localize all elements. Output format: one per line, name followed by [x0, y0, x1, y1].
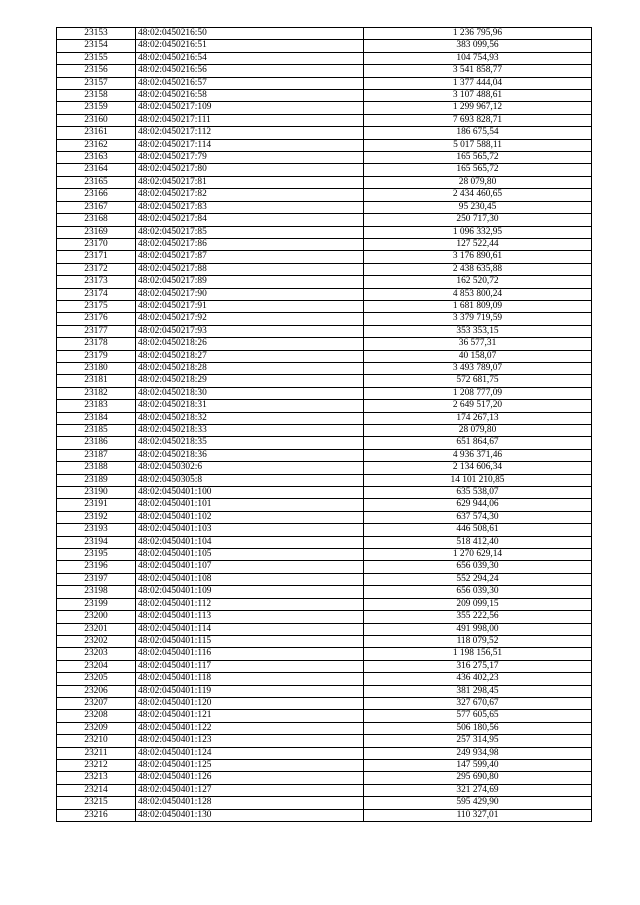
cadastral-number-cell: 48:02:0450216:50	[136, 28, 364, 40]
cadastral-value-cell: 250 717,30	[364, 214, 592, 226]
row-number-cell: 23207	[57, 697, 136, 709]
row-number-cell: 23187	[57, 449, 136, 461]
row-number-cell: 23178	[57, 338, 136, 350]
cadastral-value-cell: 28 079,80	[364, 176, 592, 188]
cadastral-number-cell: 48:02:0450401:123	[136, 735, 364, 747]
cadastral-number-cell: 48:02:0450217:114	[136, 139, 364, 151]
table-row	[57, 673, 592, 685]
row-number-cell: 23197	[57, 573, 136, 585]
cadastral-number-cell: 48:02:0450401:115	[136, 635, 364, 647]
cadastral-value-cell: 118 079,52	[364, 635, 592, 647]
cadastral-value-cell: 3 493 789,07	[364, 362, 592, 374]
cadastral-value-cell: 1 270 629,14	[364, 549, 592, 561]
row-number-cell: 23214	[57, 784, 136, 796]
table-row	[57, 809, 592, 821]
cadastral-number-cell: 48:02:0450401:102	[136, 511, 364, 523]
cadastral-value-cell: 651 864,67	[364, 437, 592, 449]
table-row	[57, 536, 592, 548]
table-row	[57, 623, 592, 635]
cadastral-value-cell: 110 327,01	[364, 809, 592, 821]
table-row	[57, 511, 592, 523]
table-row	[57, 338, 592, 350]
table-row	[57, 499, 592, 511]
cadastral-value-cell: 257 314,95	[364, 735, 592, 747]
cadastral-number-cell: 48:02:0450217:80	[136, 164, 364, 176]
row-number-cell: 23216	[57, 809, 136, 821]
row-number-cell: 23191	[57, 499, 136, 511]
table-row	[57, 710, 592, 722]
cadastral-value-cell: 165 565,72	[364, 152, 592, 164]
table-row	[57, 437, 592, 449]
row-number-cell: 23194	[57, 536, 136, 548]
row-number-cell: 23169	[57, 226, 136, 238]
cadastral-value-cell: 1 681 809,09	[364, 300, 592, 312]
cadastral-number-cell: 48:02:0450217:81	[136, 176, 364, 188]
row-number-cell: 23165	[57, 176, 136, 188]
row-number-cell: 23181	[57, 375, 136, 387]
cadastral-value-cell: 14 101 210,85	[364, 474, 592, 486]
table-row	[57, 201, 592, 213]
cadastral-number-cell: 48:02:0450217:111	[136, 114, 364, 126]
cadastral-number-cell: 48:02:0450217:82	[136, 189, 364, 201]
cadastral-number-cell: 48:02:0450218:29	[136, 375, 364, 387]
cadastral-number-cell: 48:02:0450216:56	[136, 65, 364, 77]
row-number-cell: 23164	[57, 164, 136, 176]
row-number-cell: 23183	[57, 400, 136, 412]
cadastral-number-cell: 48:02:0450401:103	[136, 524, 364, 536]
cadastral-value-cell: 28 079,80	[364, 425, 592, 437]
cadastral-number-cell: 48:02:0450401:104	[136, 536, 364, 548]
row-number-cell: 23209	[57, 722, 136, 734]
row-number-cell: 23200	[57, 611, 136, 623]
cadastral-value-cell: 436 402,23	[364, 673, 592, 685]
cadastral-number-cell: 48:02:0450401:124	[136, 747, 364, 759]
cadastral-number-cell: 48:02:0450217:85	[136, 226, 364, 238]
cadastral-number-cell: 48:02:0450401:128	[136, 797, 364, 809]
cadastral-value-cell: 353 353,15	[364, 325, 592, 337]
table-row	[57, 549, 592, 561]
row-number-cell: 23212	[57, 759, 136, 771]
cadastral-number-cell: 48:02:0450217:89	[136, 276, 364, 288]
row-number-cell: 23215	[57, 797, 136, 809]
cadastral-value-cell: 40 158,07	[364, 350, 592, 362]
table-row	[57, 722, 592, 734]
table-row	[57, 313, 592, 325]
cadastral-value-cell: 1 377 444,04	[364, 77, 592, 89]
table-row	[57, 685, 592, 697]
row-number-cell: 23166	[57, 189, 136, 201]
cadastral-value-cell: 165 565,72	[364, 164, 592, 176]
cadastral-value-cell: 4 936 371,46	[364, 449, 592, 461]
table-row	[57, 127, 592, 139]
row-number-cell: 23206	[57, 685, 136, 697]
table-row	[57, 462, 592, 474]
row-number-cell: 23159	[57, 102, 136, 114]
table-row	[57, 300, 592, 312]
cadastral-value-cell: 127 522,44	[364, 238, 592, 250]
row-number-cell: 23177	[57, 325, 136, 337]
row-number-cell: 23179	[57, 350, 136, 362]
cadastral-value-cell: 316 275,17	[364, 660, 592, 672]
table-row	[57, 425, 592, 437]
cadastral-value-cell: 1 208 777,09	[364, 387, 592, 399]
cadastral-number-cell: 48:02:0450217:86	[136, 238, 364, 250]
cadastral-value-cell: 552 294,24	[364, 573, 592, 585]
cadastral-value-cell: 2 134 606,34	[364, 462, 592, 474]
cadastral-number-cell: 48:02:0450218:26	[136, 338, 364, 350]
cadastral-number-cell: 48:02:0450401:125	[136, 759, 364, 771]
table-row	[57, 251, 592, 263]
table-row	[57, 189, 592, 201]
cadastral-number-cell: 48:02:0450217:87	[136, 251, 364, 263]
row-number-cell: 23156	[57, 65, 136, 77]
cadastral-number-cell: 48:02:0450218:28	[136, 362, 364, 374]
cadastral-value-cell: 321 274,69	[364, 784, 592, 796]
cadastral-value-cell: 249 934,98	[364, 747, 592, 759]
row-number-cell: 23168	[57, 214, 136, 226]
table-row	[57, 524, 592, 536]
row-number-cell: 23213	[57, 772, 136, 784]
row-number-cell: 23195	[57, 549, 136, 561]
table-row	[57, 759, 592, 771]
cadastral-value-cell: 295 690,80	[364, 772, 592, 784]
cadastral-number-cell: 48:02:0450401:130	[136, 809, 364, 821]
row-number-cell: 23198	[57, 586, 136, 598]
table-row	[57, 276, 592, 288]
cadastral-number-cell: 48:02:0450216:54	[136, 52, 364, 64]
cadastral-number-cell: 48:02:0450401:101	[136, 499, 364, 511]
cadastral-value-cell: 1 299 967,12	[364, 102, 592, 114]
cadastral-value-cell: 174 267,13	[364, 412, 592, 424]
cadastral-value-cell: 656 039,30	[364, 586, 592, 598]
table-row	[57, 772, 592, 784]
cadastral-value-cell: 36 577,31	[364, 338, 592, 350]
cadastral-number-cell: 48:02:0450217:93	[136, 325, 364, 337]
table-row	[57, 238, 592, 250]
table-row	[57, 226, 592, 238]
table-row	[57, 325, 592, 337]
table-row	[57, 474, 592, 486]
row-number-cell: 23176	[57, 313, 136, 325]
cadastral-value-cell: 572 681,75	[364, 375, 592, 387]
row-number-cell: 23172	[57, 263, 136, 275]
table-row	[57, 65, 592, 77]
table-row	[57, 152, 592, 164]
row-number-cell: 23184	[57, 412, 136, 424]
cadastral-value-cell: 2 438 635,88	[364, 263, 592, 275]
table-row	[57, 387, 592, 399]
cadastral-value-cell: 2 434 460,65	[364, 189, 592, 201]
table-row	[57, 784, 592, 796]
row-number-cell: 23162	[57, 139, 136, 151]
table-row	[57, 164, 592, 176]
row-number-cell: 23199	[57, 598, 136, 610]
cadastral-number-cell: 48:02:0450217:79	[136, 152, 364, 164]
row-number-cell: 23161	[57, 127, 136, 139]
cadastral-value-cell: 656 039,30	[364, 561, 592, 573]
cadastral-number-cell: 48:02:0450401:121	[136, 710, 364, 722]
table-row	[57, 214, 592, 226]
table-row	[57, 350, 592, 362]
row-number-cell: 23170	[57, 238, 136, 250]
table-row	[57, 573, 592, 585]
cadastral-number-cell: 48:02:0450401:108	[136, 573, 364, 585]
cadastral-number-cell: 48:02:0450217:88	[136, 263, 364, 275]
cadastral-value-cell: 2 649 517,20	[364, 400, 592, 412]
cadastral-value-cell: 209 099,15	[364, 598, 592, 610]
cadastral-number-cell: 48:02:0450401:122	[136, 722, 364, 734]
cadastral-number-cell: 48:02:0450401:109	[136, 586, 364, 598]
cadastral-value-cell: 577 605,65	[364, 710, 592, 722]
row-number-cell: 23157	[57, 77, 136, 89]
table-row	[57, 77, 592, 89]
table-row	[57, 660, 592, 672]
cadastral-number-cell: 48:02:0450216:51	[136, 40, 364, 52]
cadastral-value-cell: 3 107 488,61	[364, 90, 592, 102]
row-number-cell: 23173	[57, 276, 136, 288]
cadastral-number-cell: 48:02:0450401:113	[136, 611, 364, 623]
cadastral-value-table	[56, 27, 592, 822]
table-row	[57, 797, 592, 809]
cadastral-value-cell: 637 574,30	[364, 511, 592, 523]
table-row	[57, 449, 592, 461]
cadastral-number-cell: 48:02:0450401:126	[136, 772, 364, 784]
row-number-cell: 23174	[57, 288, 136, 300]
cadastral-number-cell: 48:02:0450401:116	[136, 648, 364, 660]
table-row	[57, 139, 592, 151]
cadastral-value-cell: 635 538,07	[364, 487, 592, 499]
cadastral-value-cell: 446 508,61	[364, 524, 592, 536]
cadastral-value-cell: 147 599,40	[364, 759, 592, 771]
cadastral-number-cell: 48:02:0450217:83	[136, 201, 364, 213]
row-number-cell: 23190	[57, 487, 136, 499]
cadastral-value-cell: 104 754,93	[364, 52, 592, 64]
row-number-cell: 23175	[57, 300, 136, 312]
cadastral-number-cell: 48:02:0450217:84	[136, 214, 364, 226]
row-number-cell: 23160	[57, 114, 136, 126]
table-row	[57, 28, 592, 40]
cadastral-number-cell: 48:02:0450401:107	[136, 561, 364, 573]
row-number-cell: 23205	[57, 673, 136, 685]
table-row	[57, 561, 592, 573]
cadastral-number-cell: 48:02:0450218:32	[136, 412, 364, 424]
table-row	[57, 400, 592, 412]
cadastral-number-cell: 48:02:0450216:57	[136, 77, 364, 89]
table-row	[57, 52, 592, 64]
table-row	[57, 40, 592, 52]
cadastral-number-cell: 48:02:0450401:117	[136, 660, 364, 672]
table-row	[57, 611, 592, 623]
table-body	[57, 28, 592, 822]
cadastral-value-cell: 3 176 890,61	[364, 251, 592, 263]
row-number-cell: 23211	[57, 747, 136, 759]
table-row	[57, 362, 592, 374]
cadastral-value-cell: 383 099,56	[364, 40, 592, 52]
cadastral-value-cell: 3 379 719,59	[364, 313, 592, 325]
row-number-cell: 23167	[57, 201, 136, 213]
cadastral-value-cell: 327 670,67	[364, 697, 592, 709]
cadastral-number-cell: 48:02:0450217:92	[136, 313, 364, 325]
row-number-cell: 23185	[57, 425, 136, 437]
row-number-cell: 23192	[57, 511, 136, 523]
cadastral-number-cell: 48:02:0450218:27	[136, 350, 364, 362]
cadastral-number-cell: 48:02:0450218:30	[136, 387, 364, 399]
cadastral-number-cell: 48:02:0450218:33	[136, 425, 364, 437]
table-row	[57, 263, 592, 275]
cadastral-number-cell: 48:02:0450401:100	[136, 487, 364, 499]
row-number-cell: 23204	[57, 660, 136, 672]
row-number-cell: 23186	[57, 437, 136, 449]
table-row	[57, 735, 592, 747]
row-number-cell: 23182	[57, 387, 136, 399]
table-row	[57, 90, 592, 102]
table-row	[57, 288, 592, 300]
row-number-cell: 23158	[57, 90, 136, 102]
cadastral-value-cell: 5 017 588,11	[364, 139, 592, 151]
row-number-cell: 23153	[57, 28, 136, 40]
table-row	[57, 114, 592, 126]
cadastral-value-cell: 381 298,45	[364, 685, 592, 697]
table-row	[57, 648, 592, 660]
cadastral-number-cell: 48:02:0450401:114	[136, 623, 364, 635]
row-number-cell: 23163	[57, 152, 136, 164]
table-row	[57, 586, 592, 598]
cadastral-value-cell: 518 412,40	[364, 536, 592, 548]
cadastral-value-cell: 3 541 858,77	[364, 65, 592, 77]
cadastral-number-cell: 48:02:0450401:120	[136, 697, 364, 709]
cadastral-value-cell: 506 180,56	[364, 722, 592, 734]
cadastral-number-cell: 48:02:0450305:8	[136, 474, 364, 486]
cadastral-value-cell: 629 944,06	[364, 499, 592, 511]
row-number-cell: 23208	[57, 710, 136, 722]
cadastral-number-cell: 48:02:0450401:119	[136, 685, 364, 697]
cadastral-value-cell: 355 222,56	[364, 611, 592, 623]
cadastral-number-cell: 48:02:0450216:58	[136, 90, 364, 102]
table-row	[57, 176, 592, 188]
row-number-cell: 23193	[57, 524, 136, 536]
table-row	[57, 697, 592, 709]
cadastral-number-cell: 48:02:0450401:105	[136, 549, 364, 561]
table-row	[57, 412, 592, 424]
table-row	[57, 375, 592, 387]
cadastral-number-cell: 48:02:0450217:112	[136, 127, 364, 139]
row-number-cell: 23154	[57, 40, 136, 52]
cadastral-value-cell: 1 096 332,95	[364, 226, 592, 238]
cadastral-value-cell: 4 853 800,24	[364, 288, 592, 300]
table-row	[57, 487, 592, 499]
cadastral-number-cell: 48:02:0450401:118	[136, 673, 364, 685]
cadastral-number-cell: 48:02:0450401:127	[136, 784, 364, 796]
cadastral-number-cell: 48:02:0450218:36	[136, 449, 364, 461]
cadastral-number-cell: 48:02:0450218:35	[136, 437, 364, 449]
cadastral-number-cell: 48:02:0450217:109	[136, 102, 364, 114]
row-number-cell: 23188	[57, 462, 136, 474]
table-row	[57, 747, 592, 759]
row-number-cell: 23210	[57, 735, 136, 747]
cadastral-number-cell: 48:02:0450218:31	[136, 400, 364, 412]
cadastral-value-cell: 491 998,00	[364, 623, 592, 635]
cadastral-number-cell: 48:02:0450217:91	[136, 300, 364, 312]
cadastral-value-cell: 7 693 828,71	[364, 114, 592, 126]
table-row	[57, 598, 592, 610]
row-number-cell: 23202	[57, 635, 136, 647]
cadastral-value-cell: 595 429,90	[364, 797, 592, 809]
cadastral-value-cell: 1 236 795,96	[364, 28, 592, 40]
row-number-cell: 23155	[57, 52, 136, 64]
cadastral-value-cell: 186 675,54	[364, 127, 592, 139]
row-number-cell: 23203	[57, 648, 136, 660]
cadastral-value-cell: 95 230,45	[364, 201, 592, 213]
cadastral-number-cell: 48:02:0450217:90	[136, 288, 364, 300]
table-row	[57, 102, 592, 114]
cadastral-number-cell: 48:02:0450401:112	[136, 598, 364, 610]
cadastral-number-cell: 48:02:0450302:6	[136, 462, 364, 474]
row-number-cell: 23189	[57, 474, 136, 486]
row-number-cell: 23201	[57, 623, 136, 635]
row-number-cell: 23196	[57, 561, 136, 573]
row-number-cell: 23180	[57, 362, 136, 374]
cadastral-value-cell: 1 198 156,51	[364, 648, 592, 660]
cadastral-value-cell: 162 520,72	[364, 276, 592, 288]
table-row	[57, 635, 592, 647]
row-number-cell: 23171	[57, 251, 136, 263]
